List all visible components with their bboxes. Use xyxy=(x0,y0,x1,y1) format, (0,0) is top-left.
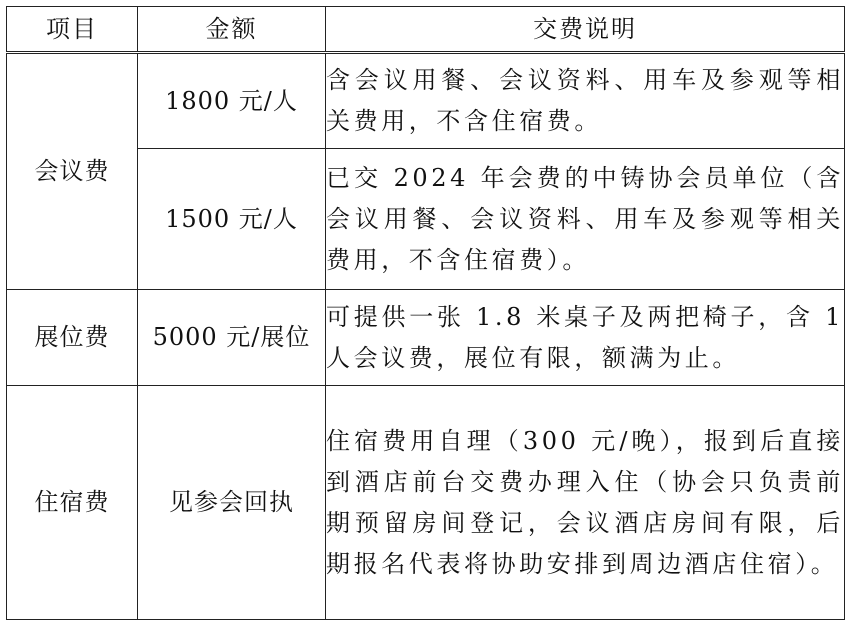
description-cell-lodging: 住宿费用自理（300 元/晚），报到后直接到酒店前台交费办理入住（协会只负责前期预留房间登记，会议酒店房间有限，后期报名代表将协助安排到周边酒店住宿）。 xyxy=(326,386,845,620)
item-cell-meeting-fee: 会议费 xyxy=(7,53,138,290)
description-cell-meeting-standard: 含会议用餐、会议资料、用车及参观等相关费用，不含住宿费。 xyxy=(326,53,845,149)
description-cell-meeting-member: 已交 2024 年会费的中铸协会员单位（含会议用餐、会议资料、用车及参观等相关费用，不含住宿费）。 xyxy=(326,149,845,290)
header-description: 交费说明 xyxy=(326,7,845,53)
item-cell-booth-fee: 展位费 xyxy=(7,290,138,386)
amount-cell-lodging: 见参会回执 xyxy=(138,386,326,620)
table-header-row xyxy=(7,7,845,53)
item-cell-lodging-fee: 住宿费 xyxy=(7,386,138,620)
header-amount: 金额 xyxy=(138,7,326,53)
fee-table xyxy=(6,6,845,620)
amount-cell-meeting-member: 1500 元/人 xyxy=(138,149,326,290)
amount-cell-meeting-standard: 1800 元/人 xyxy=(138,53,326,149)
table-row-booth-fee xyxy=(7,290,845,386)
table-row-lodging-fee xyxy=(7,386,845,620)
amount-cell-booth: 5000 元/展位 xyxy=(138,290,326,386)
description-cell-booth: 可提供一张 1.8 米桌子及两把椅子，含 1 人会议费，展位有限，额满为止。 xyxy=(326,290,845,386)
table-row-meeting-fee-standard xyxy=(7,53,845,149)
header-item: 项目 xyxy=(7,7,138,53)
